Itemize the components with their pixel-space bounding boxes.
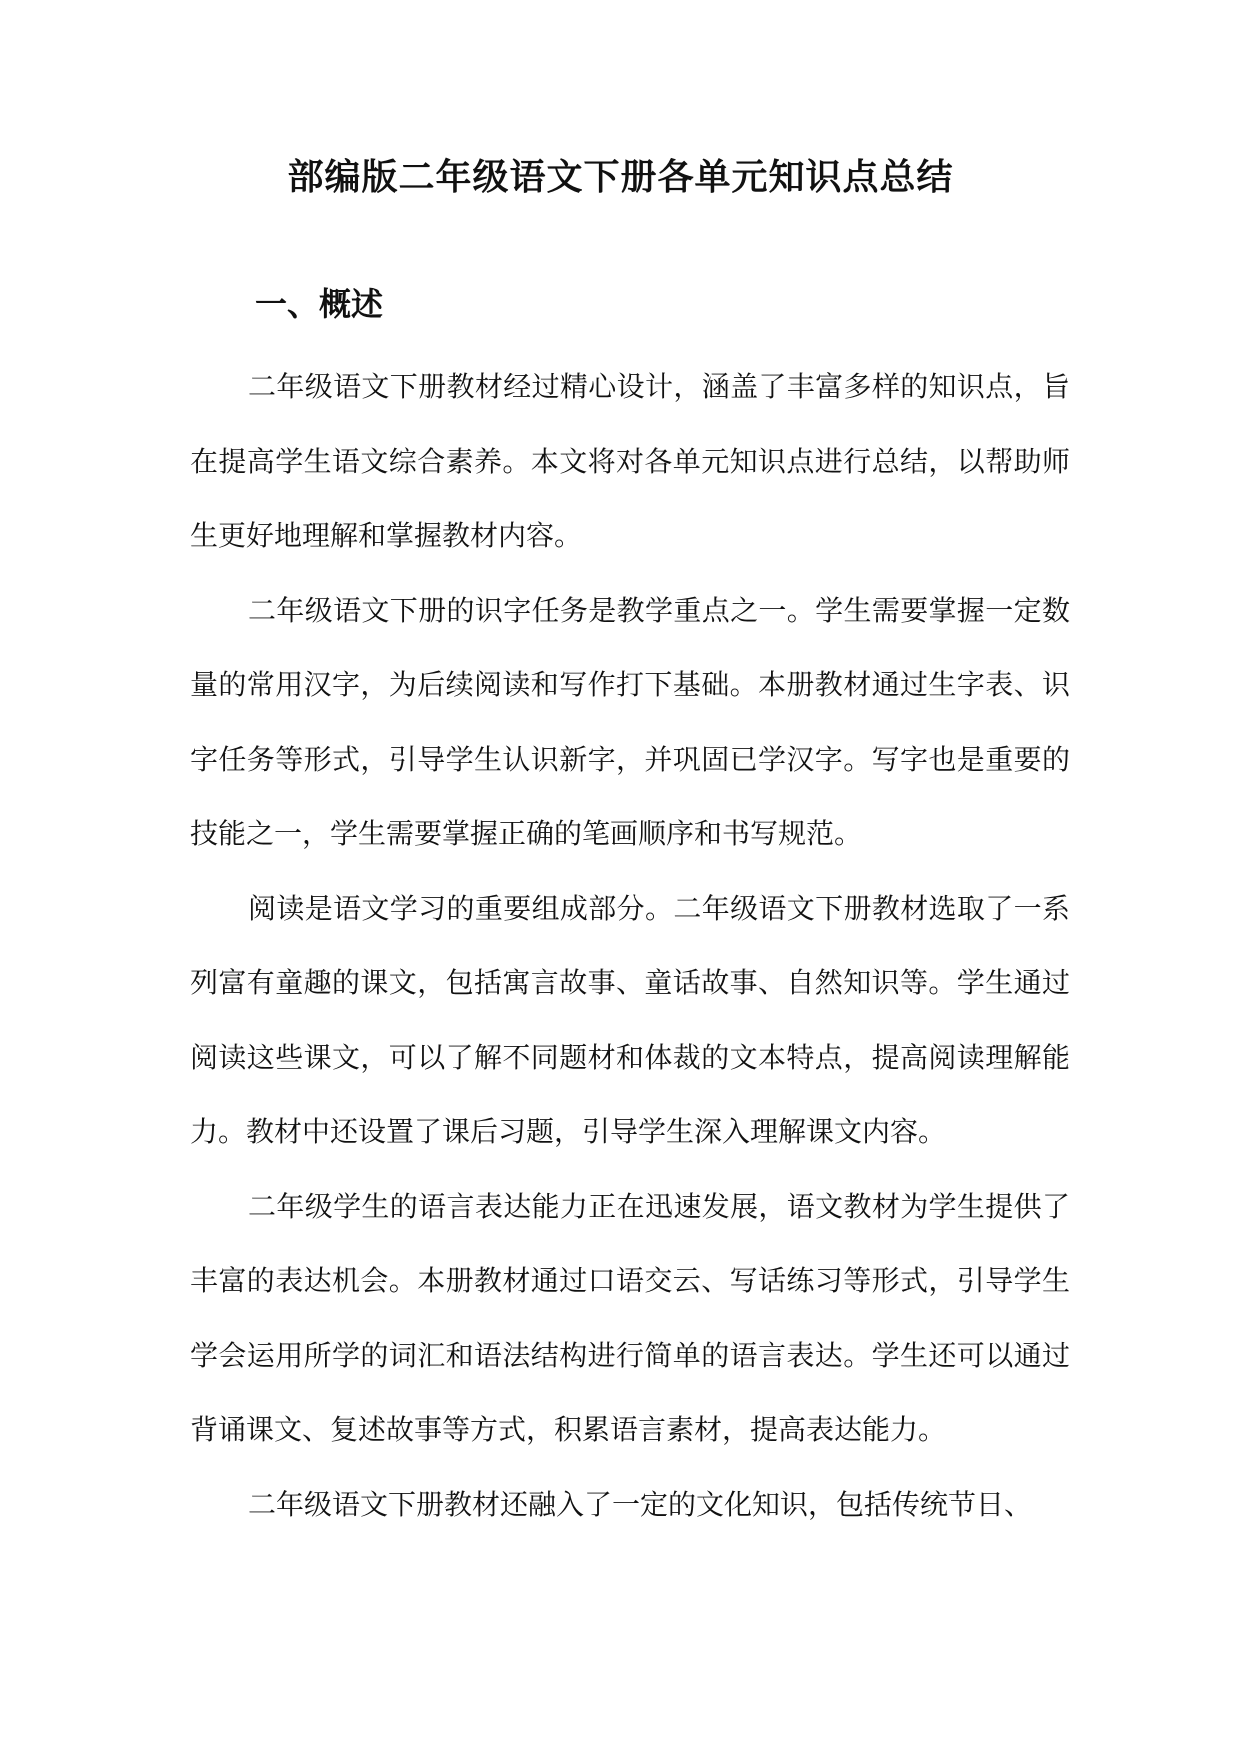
paragraph: 二年级学生的语言表达能力正在迅速发展，语文教材为学生提供了丰富的表达机会。本册教材通过口语交云、写话练习等形式，引导学生学会运用所学的词汇和语法结构进行简单的语言表达。学生还可以通过背诵课文、复述故事等方式，积累语言素材，提高表达能力。 [190, 1189, 1070, 1446]
paragraph: 二年级语文下册教材经过精心设计，涵盖了丰富多样的知识点，旨在提高学生语文综合素养。本文将对各单元知识点进行总结，以帮助师生更好地理解和掌握教材内容。 [190, 370, 1070, 552]
document-body [190, 350, 1070, 1542]
section-heading: 一、概述 [255, 285, 384, 323]
paragraph: 二年级语文下册的识字任务是教学重点之一。学生需要掌握一定数量的常用汉字，为后续阅读和写作打下基础。本册教材通过生字表、识字任务等形式，引导学生认识新字，并巩固已学汉字。写字也是重要的技能之一，学生需要掌握正确的笔画顺序和书写规范。 [190, 593, 1070, 850]
paragraph: 二年级语文下册教材还融入了一定的文化知识，包括传统节日、 [248, 1487, 1033, 1521]
document-title: 部编版二年级语文下册各单元知识点总结 [287, 157, 954, 198]
paragraph: 阅读是语文学习的重要组成部分。二年级语文下册教材选取了一系列富有童趣的课文，包括寓言故事、童话故事、自然知识等。学生通过阅读这些课文，可以了解不同题材和体裁的文本特点，提高阅读理解能力。教材中还设置了课后习题，引导学生深入理解课文内容。 [190, 891, 1070, 1148]
